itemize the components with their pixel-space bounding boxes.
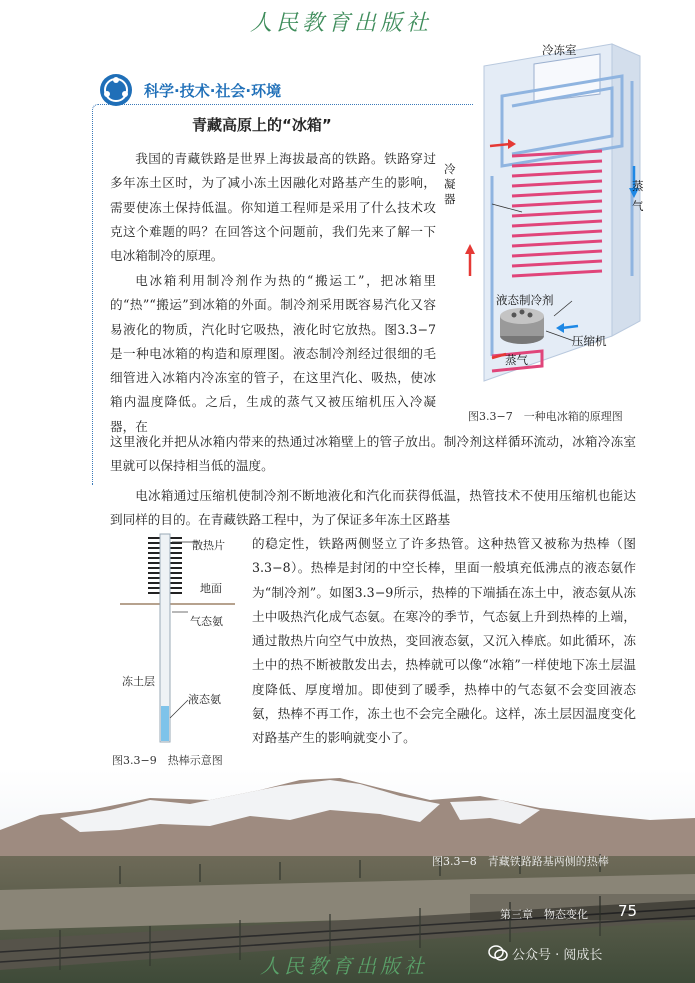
- heatpipe-diagram: [110, 530, 240, 750]
- label-compressor: 压缩机: [572, 334, 607, 348]
- publisher-footer: 人民教育出版社: [260, 954, 428, 978]
- label-freezer: 冷冻室: [542, 43, 577, 57]
- compressor-icon: [500, 308, 544, 344]
- label-liquid-ammonia: 液态氨: [188, 693, 221, 706]
- photo-caption: 图3.3−8 青藏铁路路基两侧的热棒: [432, 855, 609, 868]
- label-permafrost: 冻土层: [122, 675, 155, 688]
- label-ground: 地面: [200, 582, 222, 595]
- liquid-ammonia-fill: [161, 706, 169, 741]
- page-number: 75: [618, 902, 638, 920]
- fridge-caption: 图3.3−7 一种电冰箱的原理图: [468, 410, 623, 423]
- section-emblem-icon: [98, 72, 134, 108]
- chapter-label: 第三章 物态变化: [500, 908, 588, 921]
- heatpipe-caption: 图3.3−9 热棒示意图: [112, 754, 223, 767]
- watermark-text: 公众号 · 阅成长: [512, 948, 603, 963]
- section-title: 科学·技术·社会·环境: [144, 82, 282, 100]
- paragraph-1: 我国的青藏铁路是世界上海拔最高的铁路。铁路穿过多年冻土区时，为了减小冻土因融化对路基产生的影响，需要使冻土保持低温。你知道工程师是采用了什么技术攻克这个难题的吗？在回答这个问题前，我们先来了解一下电冰箱制冷的原理。: [110, 151, 436, 264]
- label-vapor-side: 蒸气: [632, 179, 644, 213]
- article-title: 青藏高原上的“冰箱”: [192, 116, 332, 134]
- wechat-icon: [488, 944, 508, 962]
- paragraph-3a: 电冰箱通过压缩机使制冷剂不断地液化和汽化而获得低温，热管技术不使用压缩机也能达到同样的目的。在青藏铁路工程中，为了保证多年冻土区路基: [110, 488, 636, 528]
- fridge-diagram: [462, 36, 662, 408]
- label-condenser: 冷凝器: [444, 162, 456, 206]
- label-fins: 散热片: [192, 539, 225, 552]
- paragraph-2a: 电冰箱利用制冷剂作为热的“搬运工”，把冰箱里的“热”“搬运”到冰箱的外面。制冷剂采用既容易汽化又容易液化的物质，汽化时它吸热，液化时它放热。图3.3−7是一种电冰箱的构造和原理图。液态制冷剂经过很细的毛细管进入冰箱内冷冻室的管子，在这里汽化、吸热，使冰箱内温度降低。之后，生成的蒸气又被压缩机压入冷凝器，在: [110, 273, 436, 434]
- label-gas-ammonia: 气态氨: [190, 615, 223, 628]
- paragraph-2b: 这里液化并把从冰箱内带来的热通过冰箱壁上的管子放出。制冷剂这样循环流动，冰箱冷冻室里就可以保持相当低的温度。: [110, 434, 636, 474]
- label-vapor-bottom: 蒸气: [505, 353, 528, 367]
- label-liquid-refrigerant: 液态制冷剂: [496, 293, 554, 307]
- paragraph-3b: 的稳定性，铁路两侧竖立了许多热管。这种热管又被称为热棒（图3.3−8）。热棒是封闭的中空长棒，里面一般填充低沸点的液态氨作为“制冷剂”。如图3.3−9所示，热棒的下端插在冻土中，液态氨从冻土中吸热汽化成气态氨。在寒冷的季节，气态氨上升到热棒的上端，通过散热片向空气中放热，变回液态氨，又沉入棒底。如此循环，冻土中的热不断被散发出去，热棒就可以像“冰箱”一样使地下冻土层温度降低、厚度增加。即使到了暖季，热棒中的气态氨不会变回液态氨，热棒不再工作，冻土也不会完全融化。这样，冻土层因温度变化对路基产生的影响就变小了。: [252, 536, 636, 746]
- publisher-header: 人民教育出版社: [250, 11, 433, 36]
